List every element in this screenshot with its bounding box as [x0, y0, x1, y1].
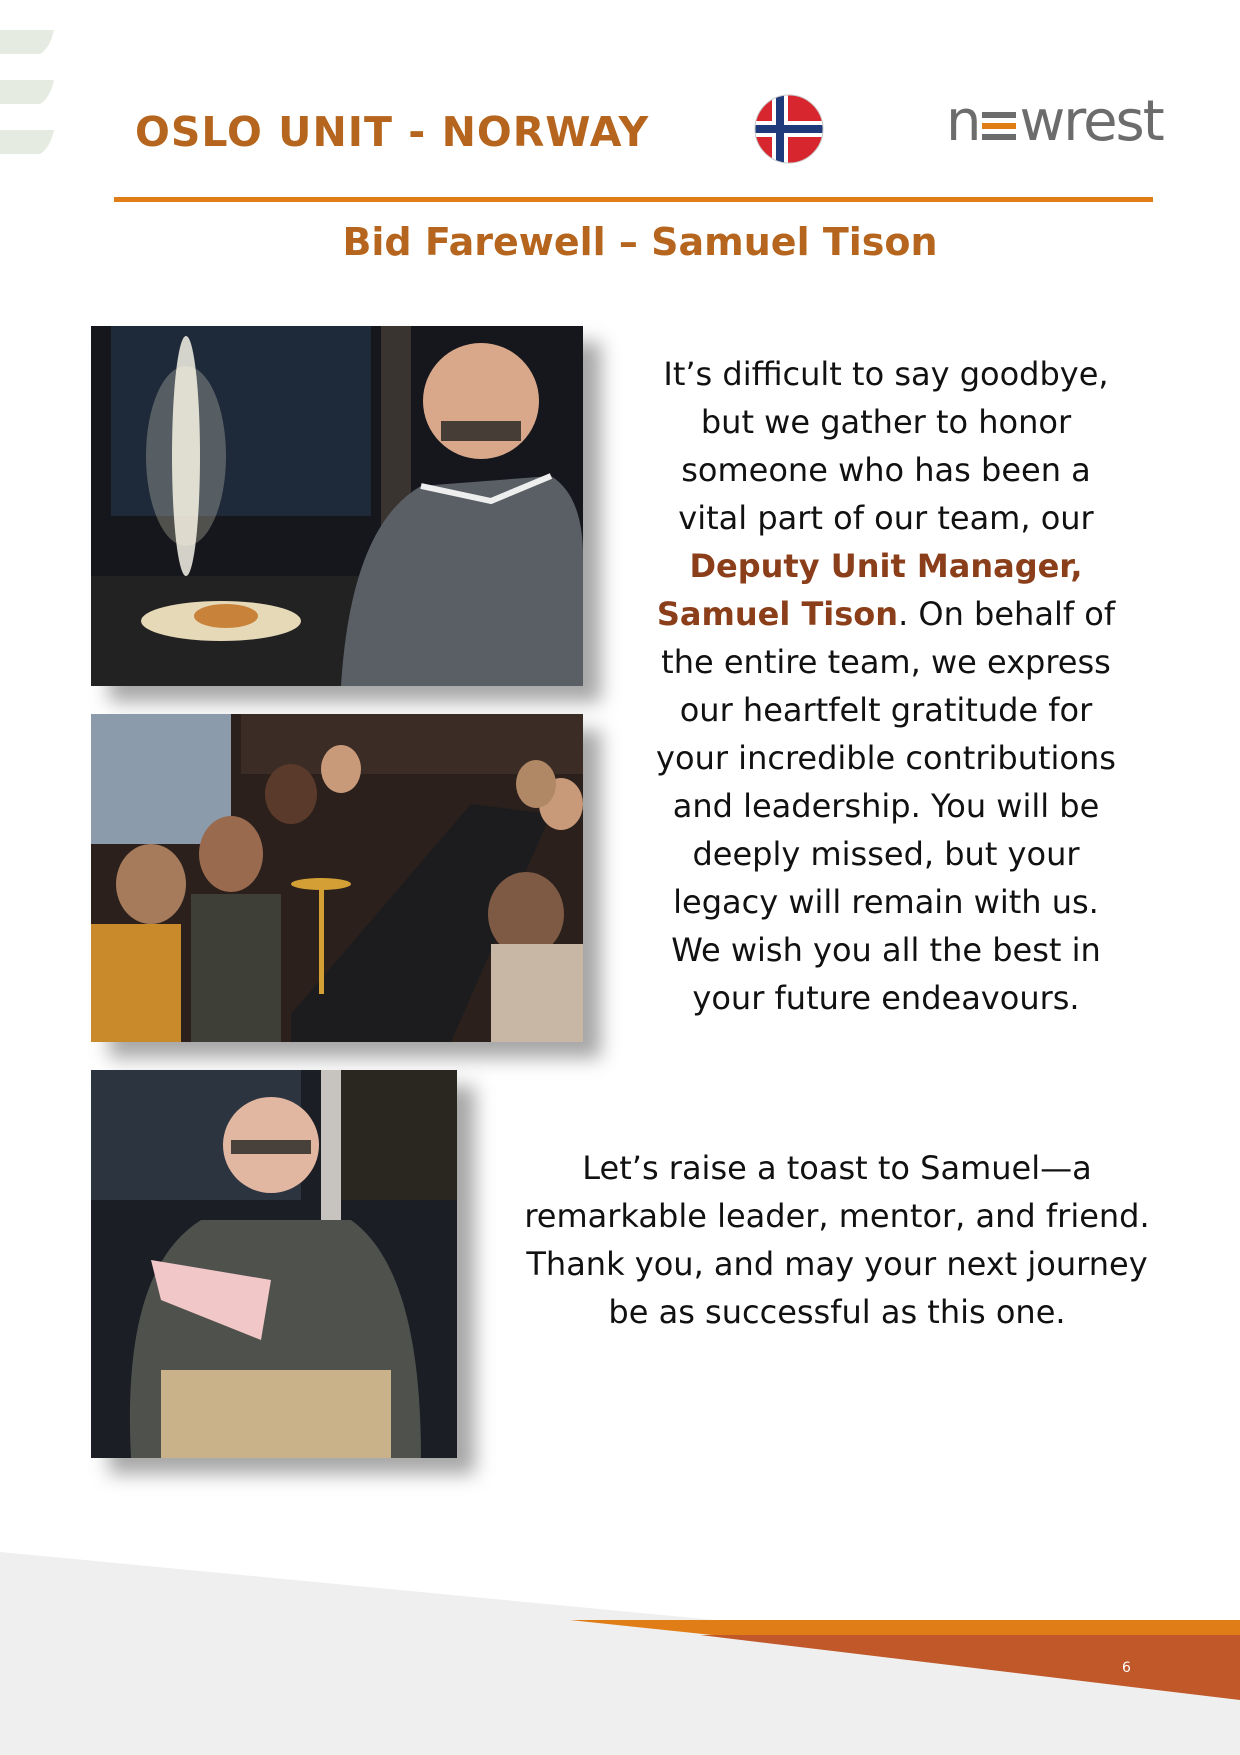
message-line: someone who has been a — [681, 451, 1091, 489]
norway-flag-icon — [754, 94, 824, 164]
message-line: your incredible contributions — [656, 739, 1116, 777]
photo-sparkler-dessert — [91, 326, 583, 686]
photo-reading-card — [91, 1070, 457, 1458]
toast-message — [497, 1144, 1177, 1336]
message-text: . On behalf of — [898, 595, 1116, 633]
message-line — [606, 542, 1166, 590]
message-line: remarkable leader, mentor, and friend. — [524, 1197, 1150, 1235]
message-line: legacy will remain with us. — [673, 883, 1099, 921]
page-number: 6 — [1122, 1660, 1131, 1676]
message-line: deeply missed, but your — [692, 835, 1080, 873]
logo-e-mark-icon — [980, 94, 1020, 150]
header-divider — [114, 197, 1153, 202]
unit-title: OSLO UNIT - NORWAY — [135, 108, 650, 156]
message-line: and leadership. You will be — [672, 787, 1100, 825]
message-line: It’s difficult to say goodbye, — [663, 355, 1109, 393]
message-line: be as successful as this one. — [608, 1293, 1066, 1331]
decorative-stripes — [0, 30, 60, 160]
message-line — [606, 590, 1166, 638]
message-line: vital part of our team, our — [678, 499, 1094, 537]
message-line: our heartfelt gratitude for — [679, 691, 1093, 729]
message-line: Thank you, and may your next journey — [526, 1245, 1148, 1283]
footer-band — [0, 1540, 1240, 1755]
logo-text-end: wrest — [1019, 89, 1163, 154]
message-line: We wish you all the best in — [671, 931, 1101, 969]
farewell-message — [606, 350, 1166, 1022]
message-line: Let’s raise a toast to Samuel—a — [582, 1149, 1092, 1187]
newrest-logo — [946, 89, 1163, 154]
page-subtitle: Bid Farewell – Samuel Tison — [342, 220, 938, 264]
photo-team-dinner — [91, 714, 583, 1042]
message-line: but we gather to honor — [700, 403, 1072, 441]
highlight-role: Deputy Unit Manager, — [689, 547, 1083, 585]
logo-text-start: n — [946, 89, 980, 154]
highlight-name: Samuel Tison — [656, 595, 899, 633]
message-line: the entire team, we express — [661, 643, 1111, 681]
message-line: your future endeavours. — [692, 979, 1080, 1017]
